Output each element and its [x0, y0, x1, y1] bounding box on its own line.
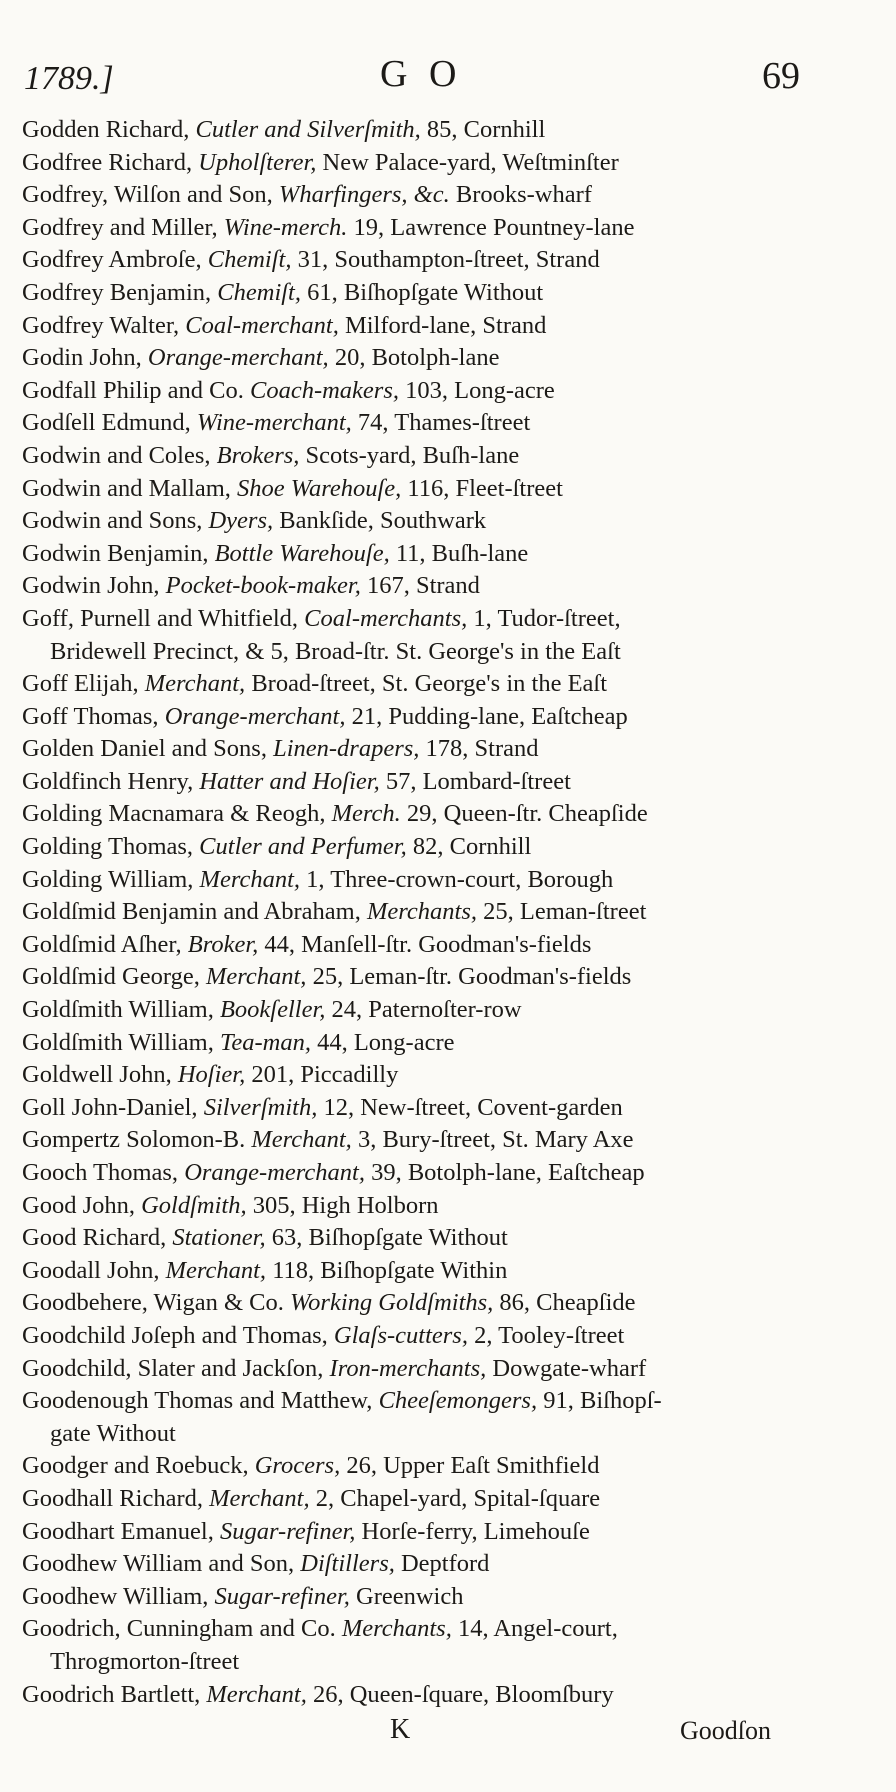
entry-name: Golding Macnamara & Reogh, — [22, 800, 326, 828]
entry-trade: Sugar-refiner, — [214, 1582, 350, 1610]
entry-address: 1, Three-crown-court, Borough — [306, 865, 614, 893]
entry-address: 85, Cornhill — [426, 116, 546, 143]
entry-address: Bridewell Precinct, & 5, Broad-ſtr. St. George's in the Eaſt — [50, 637, 621, 665]
entry-address: New Palace-yard, Weſtminſter — [322, 148, 619, 176]
entry-address: 20, Botolph-lane — [334, 344, 500, 372]
entry-address: 26, Upper Eaſt Smithfield — [346, 1452, 600, 1480]
entry-trade: Coal-merchants, — [304, 604, 468, 632]
entry-name: Golden Daniel and Sons, — [22, 735, 267, 763]
entry-trade: Bottle Warehouſe, — [214, 539, 390, 567]
directory-entry — [22, 798, 802, 831]
entry-name: Godwin and Mallam, — [22, 474, 231, 502]
directory-entry — [22, 1450, 802, 1483]
entry-address: gate Without — [50, 1419, 176, 1447]
entry-trade: Upholſterer, — [198, 148, 317, 176]
entry-trade: Working Goldſmiths, — [290, 1289, 494, 1317]
entry-name: Goldſmid George, — [22, 963, 200, 991]
directory-entry — [22, 1190, 802, 1223]
directory-entry — [22, 1027, 802, 1060]
directory-entry — [22, 440, 802, 473]
directory-entry — [22, 1353, 802, 1386]
entry-trade: Bookſeller, — [219, 996, 326, 1024]
directory-entry — [22, 179, 802, 212]
entry-name: Goldfinch Henry, — [22, 767, 194, 795]
entry-trade: Merchants, — [341, 1615, 452, 1643]
entry-trade: Broker, — [187, 930, 259, 958]
entry-name: Goldſmith William, — [22, 996, 214, 1024]
entry-name: Gooch Thomas, — [22, 1159, 179, 1186]
entry-trade: Merchant, — [199, 865, 301, 893]
entry-address: 12, New-ſtreet, Covent-garden — [323, 1093, 623, 1121]
entry-name: Goodchild Joſeph and Thomas, — [22, 1321, 328, 1349]
entry-name: Good Richard, — [22, 1224, 167, 1252]
directory-entry — [22, 1092, 802, 1125]
directory-entry — [22, 147, 802, 180]
entry-address: 178, Strand — [425, 735, 539, 763]
entry-trade: Merch. — [331, 800, 401, 828]
entry-trade: Merchant, — [165, 1256, 267, 1284]
directory-entry — [22, 1124, 802, 1157]
entry-name: Godwin and Sons, — [22, 507, 203, 535]
entry-name: Goodhew William, — [22, 1582, 209, 1610]
entry-trade: Chemiſt, — [217, 278, 301, 306]
entry-trade: Orange-merchant, — [184, 1159, 365, 1186]
entry-address: Horſe-ferry, Limehouſe — [361, 1517, 590, 1545]
entry-address: 31, Southampton-ſtreet, Strand — [297, 246, 600, 274]
directory-entry — [22, 766, 802, 799]
entry-continuation — [22, 636, 802, 669]
directory-entry — [22, 733, 802, 766]
entry-name: Godſell Edmund, — [22, 409, 191, 437]
directory-entry — [22, 212, 802, 245]
entry-name: Godfrey and Miller, — [22, 213, 218, 241]
entry-address: Milford-lane, Strand — [344, 311, 547, 339]
entry-address: Brooks-wharf — [455, 181, 592, 209]
entry-address: 118, Biſhopſgate Within — [272, 1256, 508, 1284]
entry-address: 116, Fleet-ſtreet — [407, 474, 563, 502]
directory-entries — [22, 114, 802, 1711]
entry-trade: Chemiſt, — [207, 246, 292, 274]
entry-address: 1, Tudor-ſtreet, — [473, 604, 621, 632]
entry-address: 2, Chapel-yard, Spital-ſquare — [315, 1484, 601, 1512]
entry-name: Godfall Philip and Co. — [22, 376, 244, 404]
entry-trade: Hatter and Hoſier, — [199, 767, 380, 795]
directory-entry — [22, 1287, 802, 1320]
entry-trade: Merchant, — [209, 1484, 310, 1512]
entry-name: Goldſmith William, — [22, 1028, 214, 1056]
entry-address: 61, Biſhopſgate Without — [307, 278, 544, 306]
entry-address: 14, Angel-court, — [457, 1615, 618, 1643]
entry-trade: Wharfingers, &c. — [278, 181, 450, 209]
entry-name: Godfrey Ambroſe, — [22, 246, 202, 274]
directory-entry — [22, 310, 802, 343]
directory-entry — [22, 570, 802, 603]
entry-address: Throgmorton-ſtreet — [50, 1647, 240, 1675]
entry-address: 2, Tooley-ſtreet — [474, 1321, 625, 1349]
entry-name: Goodbehere, Wigan & Co. — [22, 1289, 284, 1317]
entry-address: 103, Long-acre — [405, 376, 555, 404]
entry-name: Godfrey, Wilſon and Son, — [22, 181, 273, 209]
entry-name: Goll John-Daniel, — [22, 1093, 198, 1121]
directory-entry — [22, 1059, 802, 1092]
directory-entry — [22, 1581, 802, 1614]
directory-entry — [22, 244, 802, 277]
entry-address: 91, Biſhopſ- — [543, 1387, 662, 1415]
entry-trade: Coal-merchant, — [185, 311, 339, 339]
directory-entry — [22, 668, 802, 701]
entry-address: Dowgate-wharf — [492, 1354, 647, 1382]
directory-entry — [22, 603, 802, 636]
page-header — [0, 50, 896, 100]
entry-address: Scots-yard, Buſh-lane — [305, 441, 520, 469]
signature-mark: K — [390, 1714, 411, 1745]
entry-trade: Glaſs-cutters, — [333, 1321, 468, 1349]
entry-name: Goodhew William and Son, — [22, 1550, 295, 1578]
entry-address: 19, Lawrence Pountney-lane — [353, 213, 635, 241]
directory-entry — [22, 114, 802, 147]
entry-address: 167, Strand — [366, 572, 480, 600]
entry-name: Godwin John, — [22, 572, 160, 600]
entry-address: 25, Leman-ſtreet — [483, 898, 647, 926]
entry-address: 26, Queen-ſquare, Bloomſbury — [312, 1680, 614, 1708]
entry-trade: Dyers, — [208, 507, 274, 535]
directory-entry — [22, 1255, 802, 1288]
entry-trade: Shoe Warehouſe, — [237, 474, 402, 502]
entry-name: Goff Thomas, — [22, 702, 159, 730]
entry-name: Godin John, — [22, 344, 142, 372]
entry-name: Good John, — [22, 1191, 135, 1219]
entry-address: 57, Lombard-ſtreet — [385, 767, 571, 795]
entry-trade: Stationer, — [172, 1224, 266, 1252]
entry-trade: Pocket-book-maker, — [165, 572, 361, 600]
page-number: 69 — [762, 55, 800, 97]
entry-trade: Brokers, — [216, 441, 300, 469]
entry-address: 24, Paternoſter-row — [331, 996, 522, 1024]
directory-entry — [22, 1516, 802, 1549]
page-footer — [0, 1714, 896, 1758]
entry-name: Goff Elijah, — [22, 670, 139, 698]
directory-entry — [22, 961, 802, 994]
directory-entry — [22, 1157, 802, 1190]
entry-trade: Wine-merchant, — [196, 409, 352, 437]
entry-name: Golding William, — [22, 865, 194, 893]
entry-name: Goldwell John, — [22, 1061, 172, 1089]
entry-address: Broad-ſtreet, St. George's in the Eaſt — [251, 670, 608, 698]
directory-entry — [22, 994, 802, 1027]
entry-name: Goodhart Emanuel, — [22, 1517, 214, 1545]
directory-entry — [22, 277, 802, 310]
directory-entry — [22, 473, 802, 506]
directory-entry — [22, 929, 802, 962]
directory-entry — [22, 1320, 802, 1353]
entry-trade: Silverſmith, — [203, 1093, 318, 1121]
entry-trade: Cutler and Silverſmith, — [195, 116, 421, 143]
entry-trade: Cheeſemongers, — [378, 1387, 538, 1415]
directory-entry — [22, 1548, 802, 1581]
entry-trade: Tea-man, — [219, 1028, 311, 1056]
directory-entry — [22, 831, 802, 864]
entry-name: Godfrey Walter, — [22, 311, 180, 339]
entry-name: Godwin Benjamin, — [22, 539, 209, 567]
entry-address: 3, Bury-ſtreet, St. Mary Axe — [357, 1126, 634, 1154]
entry-name: Goodhall Richard, — [22, 1484, 203, 1512]
entry-name: Goodchild, Slater and Jackſon, — [22, 1354, 324, 1382]
entry-address: Greenwich — [356, 1582, 464, 1610]
directory-entry — [22, 407, 802, 440]
entry-address: 11, Buſh-lane — [395, 539, 529, 567]
entry-name: Goodall John, — [22, 1256, 160, 1284]
entry-name: Goodger and Roebuck, — [22, 1452, 249, 1480]
entry-name: Goodenough Thomas and Matthew, — [22, 1387, 373, 1415]
entry-name: Goldſmid Aſher, — [22, 930, 182, 958]
entry-trade: Orange-merchant, — [164, 702, 346, 730]
entry-name: Godfree Richard, — [22, 148, 193, 176]
entry-trade: Merchant, — [206, 1680, 307, 1708]
entry-trade: Merchant, — [205, 963, 307, 991]
entry-trade: Linen-drapers, — [273, 735, 420, 763]
directory-entry — [22, 538, 802, 571]
entry-name: Golding Thomas, — [22, 833, 194, 861]
entry-trade: Sugar-refiner, — [220, 1517, 356, 1545]
entry-name: Gompertz Solomon-B. — [22, 1126, 246, 1154]
entry-address: 201, Piccadilly — [251, 1061, 399, 1089]
entry-name: Godden Richard, — [22, 116, 190, 143]
entry-name: Godwin and Coles, — [22, 441, 211, 469]
entry-trade: Merchant, — [144, 670, 246, 698]
entry-name: Goff, Purnell and Whitfield, — [22, 604, 299, 632]
year-label: 1789.] — [24, 60, 114, 97]
directory-entry — [22, 864, 802, 897]
directory-entry — [22, 1385, 802, 1418]
entry-address: 29, Queen-ſtr. Cheapſide — [406, 800, 648, 828]
entry-address: Bankſide, Southwark — [279, 507, 487, 535]
entry-address: 25, Leman-ſtr. Goodman's-fields — [312, 963, 632, 991]
entry-continuation — [22, 1418, 802, 1451]
entry-trade: Diſtillers, — [300, 1550, 395, 1578]
directory-entry — [22, 1222, 802, 1255]
directory-entry — [22, 896, 802, 929]
catchword: Goodſon — [680, 1716, 771, 1745]
entry-trade: Grocers, — [254, 1452, 341, 1480]
directory-entry — [22, 1679, 802, 1712]
directory-entry — [22, 375, 802, 408]
directory-entry — [22, 1483, 802, 1516]
entry-address: 82, Cornhill — [412, 833, 532, 861]
entry-address: Deptford — [400, 1550, 490, 1578]
entry-name: Godfrey Benjamin, — [22, 278, 212, 306]
entry-address: 44, Long-acre — [317, 1028, 455, 1056]
section-heading: G O — [380, 53, 463, 95]
entry-name: Goodrich Bartlett, — [22, 1680, 201, 1708]
directory-entry — [22, 701, 802, 734]
entry-address: 305, High Holborn — [252, 1191, 439, 1219]
entry-trade: Cutler and Perfumer, — [199, 833, 407, 861]
directory-entry — [22, 1613, 802, 1646]
entry-name: Goldſmid Benjamin and Abraham, — [22, 898, 361, 926]
directory-entry — [22, 505, 802, 538]
entry-address: 21, Pudding-lane, Eaſtcheap — [351, 702, 628, 730]
entry-trade: Coach-makers, — [249, 376, 399, 404]
entry-trade: Merchants, — [367, 898, 477, 926]
entry-address: 44, Manſell-ſtr. Goodman's-fields — [264, 930, 592, 958]
directory-entry — [22, 342, 802, 375]
entry-address: 63, Biſhopſgate Without — [271, 1224, 508, 1252]
entry-address: 74, Thames-ſtreet — [357, 409, 531, 437]
entry-trade: Goldſmith, — [141, 1191, 247, 1219]
entry-trade: Wine-merch. — [223, 213, 348, 241]
entry-continuation — [22, 1646, 802, 1679]
entry-trade: Orange-merchant, — [147, 344, 329, 372]
entry-address: 86, Cheapſide — [499, 1289, 636, 1317]
entry-trade: Iron-merchants, — [329, 1354, 487, 1382]
entry-name: Goodrich, Cunningham and Co. — [22, 1615, 336, 1643]
entry-trade: Merchant, — [251, 1126, 352, 1154]
entry-address: 39, Botolph-lane, Eaſtcheap — [371, 1159, 645, 1186]
entry-trade: Hoſier, — [177, 1061, 246, 1089]
